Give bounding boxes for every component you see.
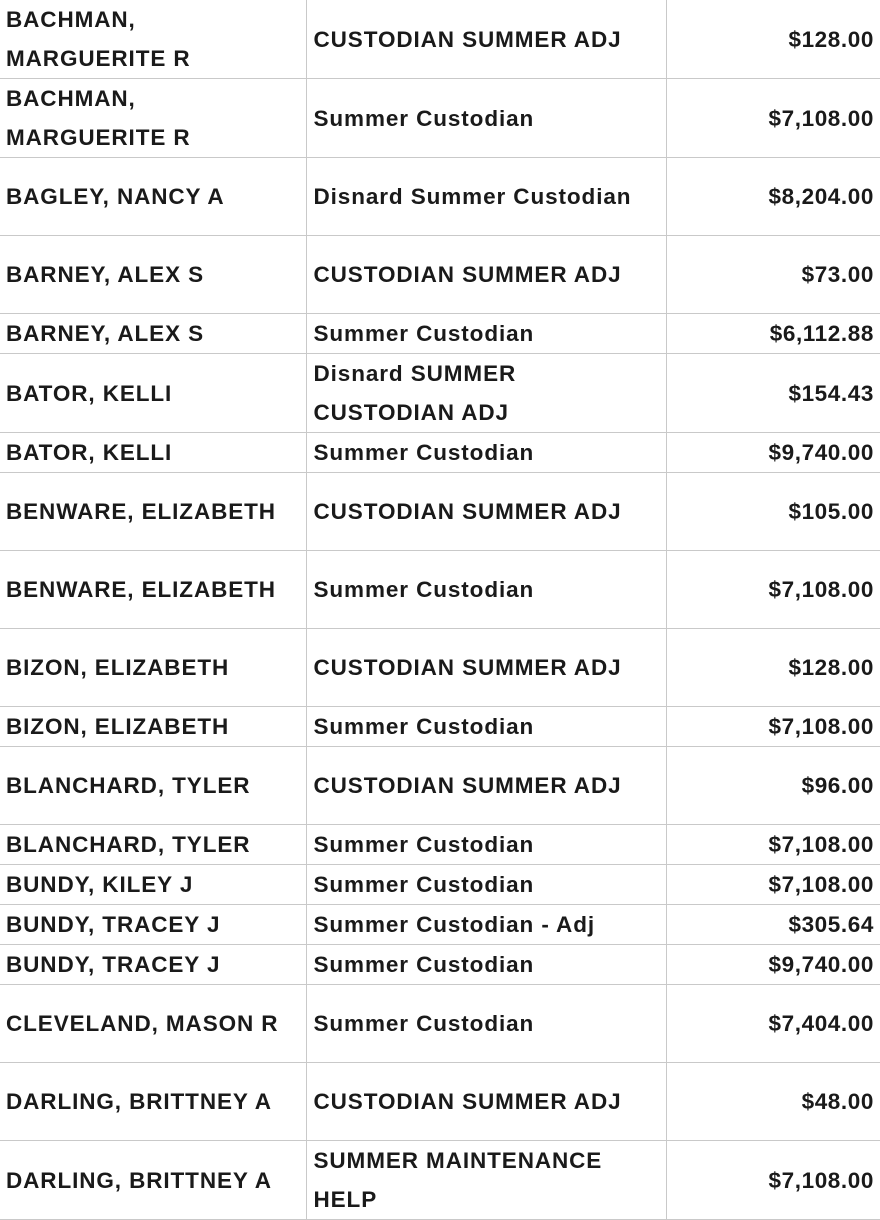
- table-row: [0, 473, 880, 551]
- position-cell: CUSTODIAN SUMMER ADJ: [306, 0, 666, 79]
- position-cell: Summer Custodian: [306, 551, 666, 629]
- table-row: [0, 433, 880, 473]
- position-cell: Summer Custodian - Adj: [306, 905, 666, 945]
- position-cell: Summer Custodian: [306, 865, 666, 905]
- amount-cell: $128.00: [666, 0, 880, 79]
- employee-name-cell: BIZON, ELIZABETH: [0, 707, 306, 747]
- employee-name-cell: BACHMAN, MARGUERITE R: [0, 0, 306, 79]
- amount-cell: $7,108.00: [666, 79, 880, 158]
- amount-cell: $7,108.00: [666, 707, 880, 747]
- table-row: [0, 1141, 880, 1220]
- amount-cell: $8,204.00: [666, 158, 880, 236]
- amount-cell: $128.00: [666, 629, 880, 707]
- amount-cell: $7,108.00: [666, 551, 880, 629]
- position-cell: Summer Custodian: [306, 945, 666, 985]
- employee-name-cell: BUNDY, TRACEY J: [0, 945, 306, 985]
- amount-cell: $96.00: [666, 747, 880, 825]
- position-cell: Summer Custodian: [306, 985, 666, 1063]
- position-cell: CUSTODIAN SUMMER ADJ: [306, 473, 666, 551]
- employee-name-cell: BENWARE, ELIZABETH: [0, 551, 306, 629]
- table-row: [0, 629, 880, 707]
- table-row: [0, 945, 880, 985]
- table-row: [0, 747, 880, 825]
- amount-cell: $154.43: [666, 354, 880, 433]
- table-row: [0, 158, 880, 236]
- table-row: [0, 707, 880, 747]
- amount-cell: $9,740.00: [666, 433, 880, 473]
- table-row: [0, 551, 880, 629]
- amount-cell: $7,108.00: [666, 825, 880, 865]
- position-cell: CUSTODIAN SUMMER ADJ: [306, 747, 666, 825]
- table-row: [0, 236, 880, 314]
- position-cell: Summer Custodian: [306, 825, 666, 865]
- employee-name-cell: BUNDY, TRACEY J: [0, 905, 306, 945]
- position-cell: Disnard Summer Custodian: [306, 158, 666, 236]
- amount-cell: $48.00: [666, 1063, 880, 1141]
- amount-cell: $6,112.88: [666, 314, 880, 354]
- position-cell: Summer Custodian: [306, 79, 666, 158]
- position-cell: SUMMER MAINTENANCE HELP: [306, 1141, 666, 1220]
- table-row: [0, 1063, 880, 1141]
- amount-cell: $7,108.00: [666, 865, 880, 905]
- employee-name-cell: BAGLEY, NANCY A: [0, 158, 306, 236]
- amount-cell: $305.64: [666, 905, 880, 945]
- position-cell: Summer Custodian: [306, 707, 666, 747]
- employee-name-cell: BATOR, KELLI: [0, 354, 306, 433]
- table-row: [0, 985, 880, 1063]
- table-row: [0, 865, 880, 905]
- table-row: [0, 314, 880, 354]
- position-cell: Summer Custodian: [306, 433, 666, 473]
- amount-cell: $9,740.00: [666, 945, 880, 985]
- table-row: [0, 354, 880, 433]
- employee-name-cell: BARNEY, ALEX S: [0, 236, 306, 314]
- employee-name-cell: BLANCHARD, TYLER: [0, 825, 306, 865]
- position-cell: Summer Custodian: [306, 314, 666, 354]
- employee-name-cell: DARLING, BRITTNEY A: [0, 1141, 306, 1220]
- position-cell: CUSTODIAN SUMMER ADJ: [306, 1063, 666, 1141]
- employee-name-cell: BATOR, KELLI: [0, 433, 306, 473]
- amount-cell: $105.00: [666, 473, 880, 551]
- position-cell: CUSTODIAN SUMMER ADJ: [306, 629, 666, 707]
- employee-name-cell: BUNDY, KILEY J: [0, 865, 306, 905]
- employee-name-cell: CLEVELAND, MASON R: [0, 985, 306, 1063]
- position-cell: CUSTODIAN SUMMER ADJ: [306, 236, 666, 314]
- employee-name-cell: BIZON, ELIZABETH: [0, 629, 306, 707]
- employee-name-cell: BARNEY, ALEX S: [0, 314, 306, 354]
- amount-cell: $7,404.00: [666, 985, 880, 1063]
- table-row: [0, 0, 880, 79]
- employee-name-cell: BACHMAN, MARGUERITE R: [0, 79, 306, 158]
- table-row: [0, 905, 880, 945]
- amount-cell: $73.00: [666, 236, 880, 314]
- table-row: [0, 825, 880, 865]
- employee-name-cell: BLANCHARD, TYLER: [0, 747, 306, 825]
- employee-name-cell: BENWARE, ELIZABETH: [0, 473, 306, 551]
- employee-name-cell: DARLING, BRITTNEY A: [0, 1063, 306, 1141]
- amount-cell: $7,108.00: [666, 1141, 880, 1220]
- table-row: [0, 79, 880, 158]
- position-cell: Disnard SUMMER CUSTODIAN ADJ: [306, 354, 666, 433]
